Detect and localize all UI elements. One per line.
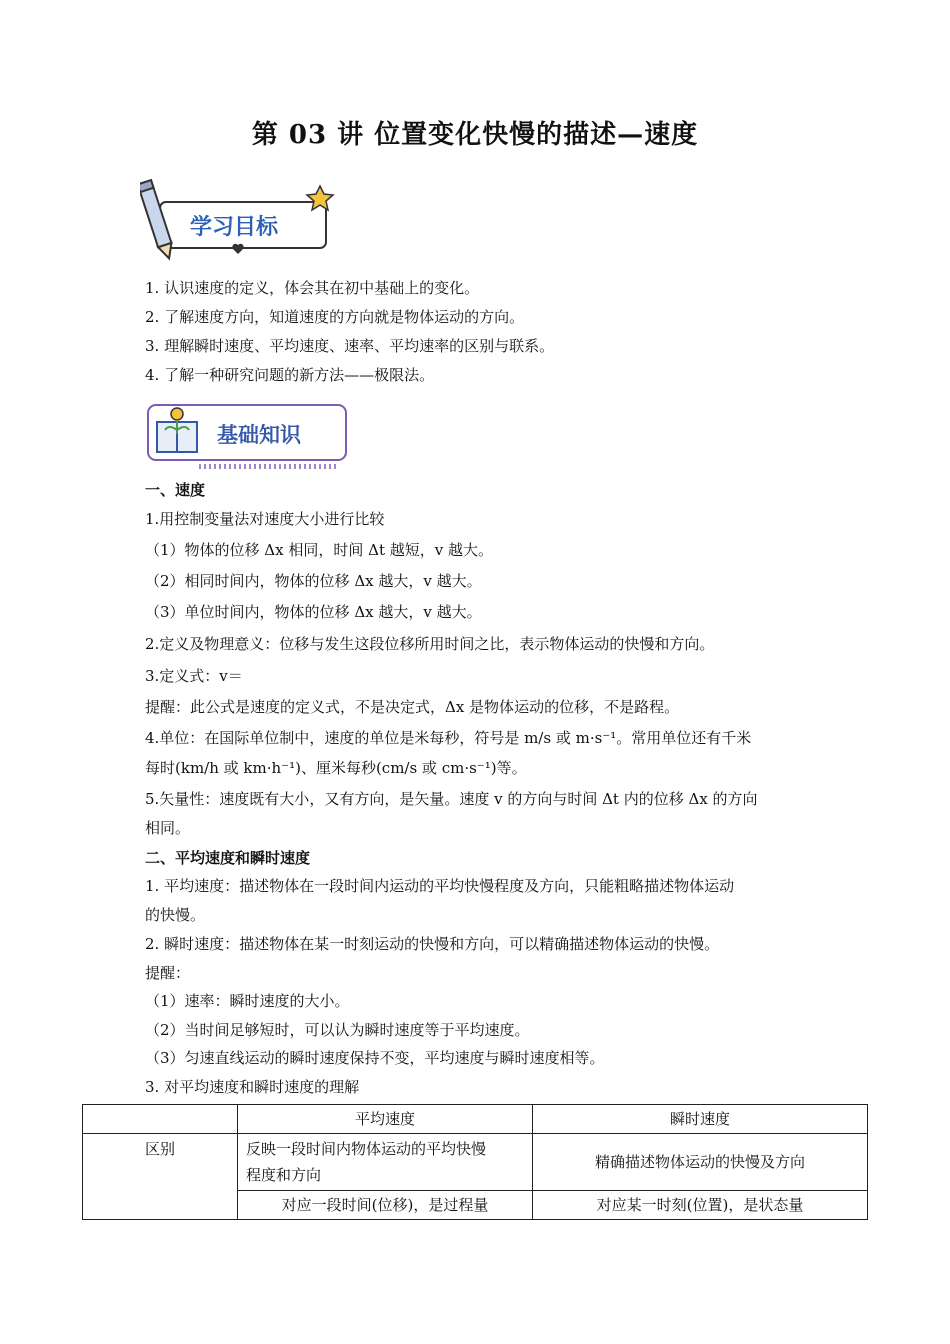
basic-knowledge-badge	[145, 402, 350, 472]
section1-line: 5.矢量性：速度既有大小，又有方向，是矢量。速度 v 的方向与时间 Δt 内的位移 Δx 的方向	[145, 790, 758, 808]
section2-line: 1. 平均速度：描述物体在一段时间内运动的平均快慢程度及方向，只能粗略描述物体运动	[145, 877, 735, 895]
section2-line: （1）速率：瞬时速度的大小。	[145, 992, 350, 1010]
section1-line: 2.定义及物理意义：位移与发生这段位移所用时间之比，表示物体运动的快慢和方向。	[145, 635, 715, 653]
section1-line: （3）单位时间内，物体的位移 Δx 越大，v 越大。	[145, 603, 482, 621]
section1-line: 相同。	[145, 819, 191, 837]
section1-heading: 一、速度	[145, 481, 206, 499]
table-cell-text: 反映一段时间内物体运动的平均快慢	[246, 1140, 487, 1158]
table-header-cell: 平均速度	[238, 1105, 533, 1134]
table-row	[83, 1134, 868, 1191]
section1-line: 每时(km/h 或 km·h⁻¹)、厘米每秒(cm/s 或 cm·s⁻¹)等。	[145, 759, 527, 777]
heart-icon	[232, 244, 243, 254]
table-header-cell	[83, 1105, 238, 1134]
table-cell: 精确描述物体运动的快慢及方向	[533, 1134, 868, 1191]
goal-item: 4. 了解一种研究问题的新方法——极限法。	[145, 366, 435, 384]
goal-item: 1. 认识速度的定义，体会其在初中基础上的变化。	[145, 279, 480, 297]
section1-line: 提醒：此公式是速度的定义式，不是决定式，Δx 是物体运动的位移，不是路程。	[145, 698, 680, 716]
section2-line: （3）匀速直线运动的瞬时速度保持不变，平均速度与瞬时速度相等。	[145, 1049, 605, 1067]
table-cell-text: 程度和方向	[246, 1166, 322, 1184]
section1-line: （1）物体的位移 Δx 相同，时间 Δt 越短，v 越大。	[145, 541, 494, 559]
section1-line: 1.用控制变量法对速度大小进行比较	[145, 510, 385, 528]
section2-line: 3. 对平均速度和瞬时速度的理解	[145, 1078, 360, 1096]
goal-item: 3. 理解瞬时速度、平均速度、速率、平均速率的区别与联系。	[145, 337, 555, 355]
table-header-row	[83, 1105, 868, 1134]
section2-line: 提醒：	[145, 964, 191, 982]
badge1-label: 学习目标	[190, 215, 279, 240]
goal-item: 2. 了解速度方向，知道速度的方向就是物体运动的方向。	[145, 308, 525, 326]
table-cell	[238, 1134, 533, 1191]
section1-line: （2）相同时间内，物体的位移 Δx 越大，v 越大。	[145, 572, 482, 590]
learning-goals-badge	[140, 176, 335, 266]
decorative-ticks	[200, 464, 335, 469]
section1-line: 4.单位：在国际单位制中，速度的单位是米每秒，符号是 m/s 或 m·s⁻¹。常用单位还有千米	[145, 729, 752, 747]
table-cell: 对应一段时间(位移)，是过程量	[238, 1191, 533, 1220]
table-row-label: 区别	[83, 1134, 238, 1220]
comparison-table	[82, 1104, 868, 1220]
section2-line: （2）当时间足够短时，可以认为瞬时速度等于平均速度。	[145, 1021, 530, 1039]
section2-heading: 二、平均速度和瞬时速度	[145, 849, 311, 867]
table-header-cell: 瞬时速度	[533, 1105, 868, 1134]
badge2-label: 基础知识	[217, 423, 301, 447]
page-title: 第 03 讲 位置变化快慢的描述—速度	[251, 120, 699, 150]
table-cell: 对应某一时刻(位置)，是状态量	[533, 1191, 868, 1220]
section1-line: 3.定义式：v＝	[145, 667, 243, 685]
section2-line: 的快慢。	[145, 906, 206, 924]
section2-line: 2. 瞬时速度：描述物体在某一时刻运动的快慢和方向，可以精确描述物体运动的快慢。	[145, 935, 720, 953]
